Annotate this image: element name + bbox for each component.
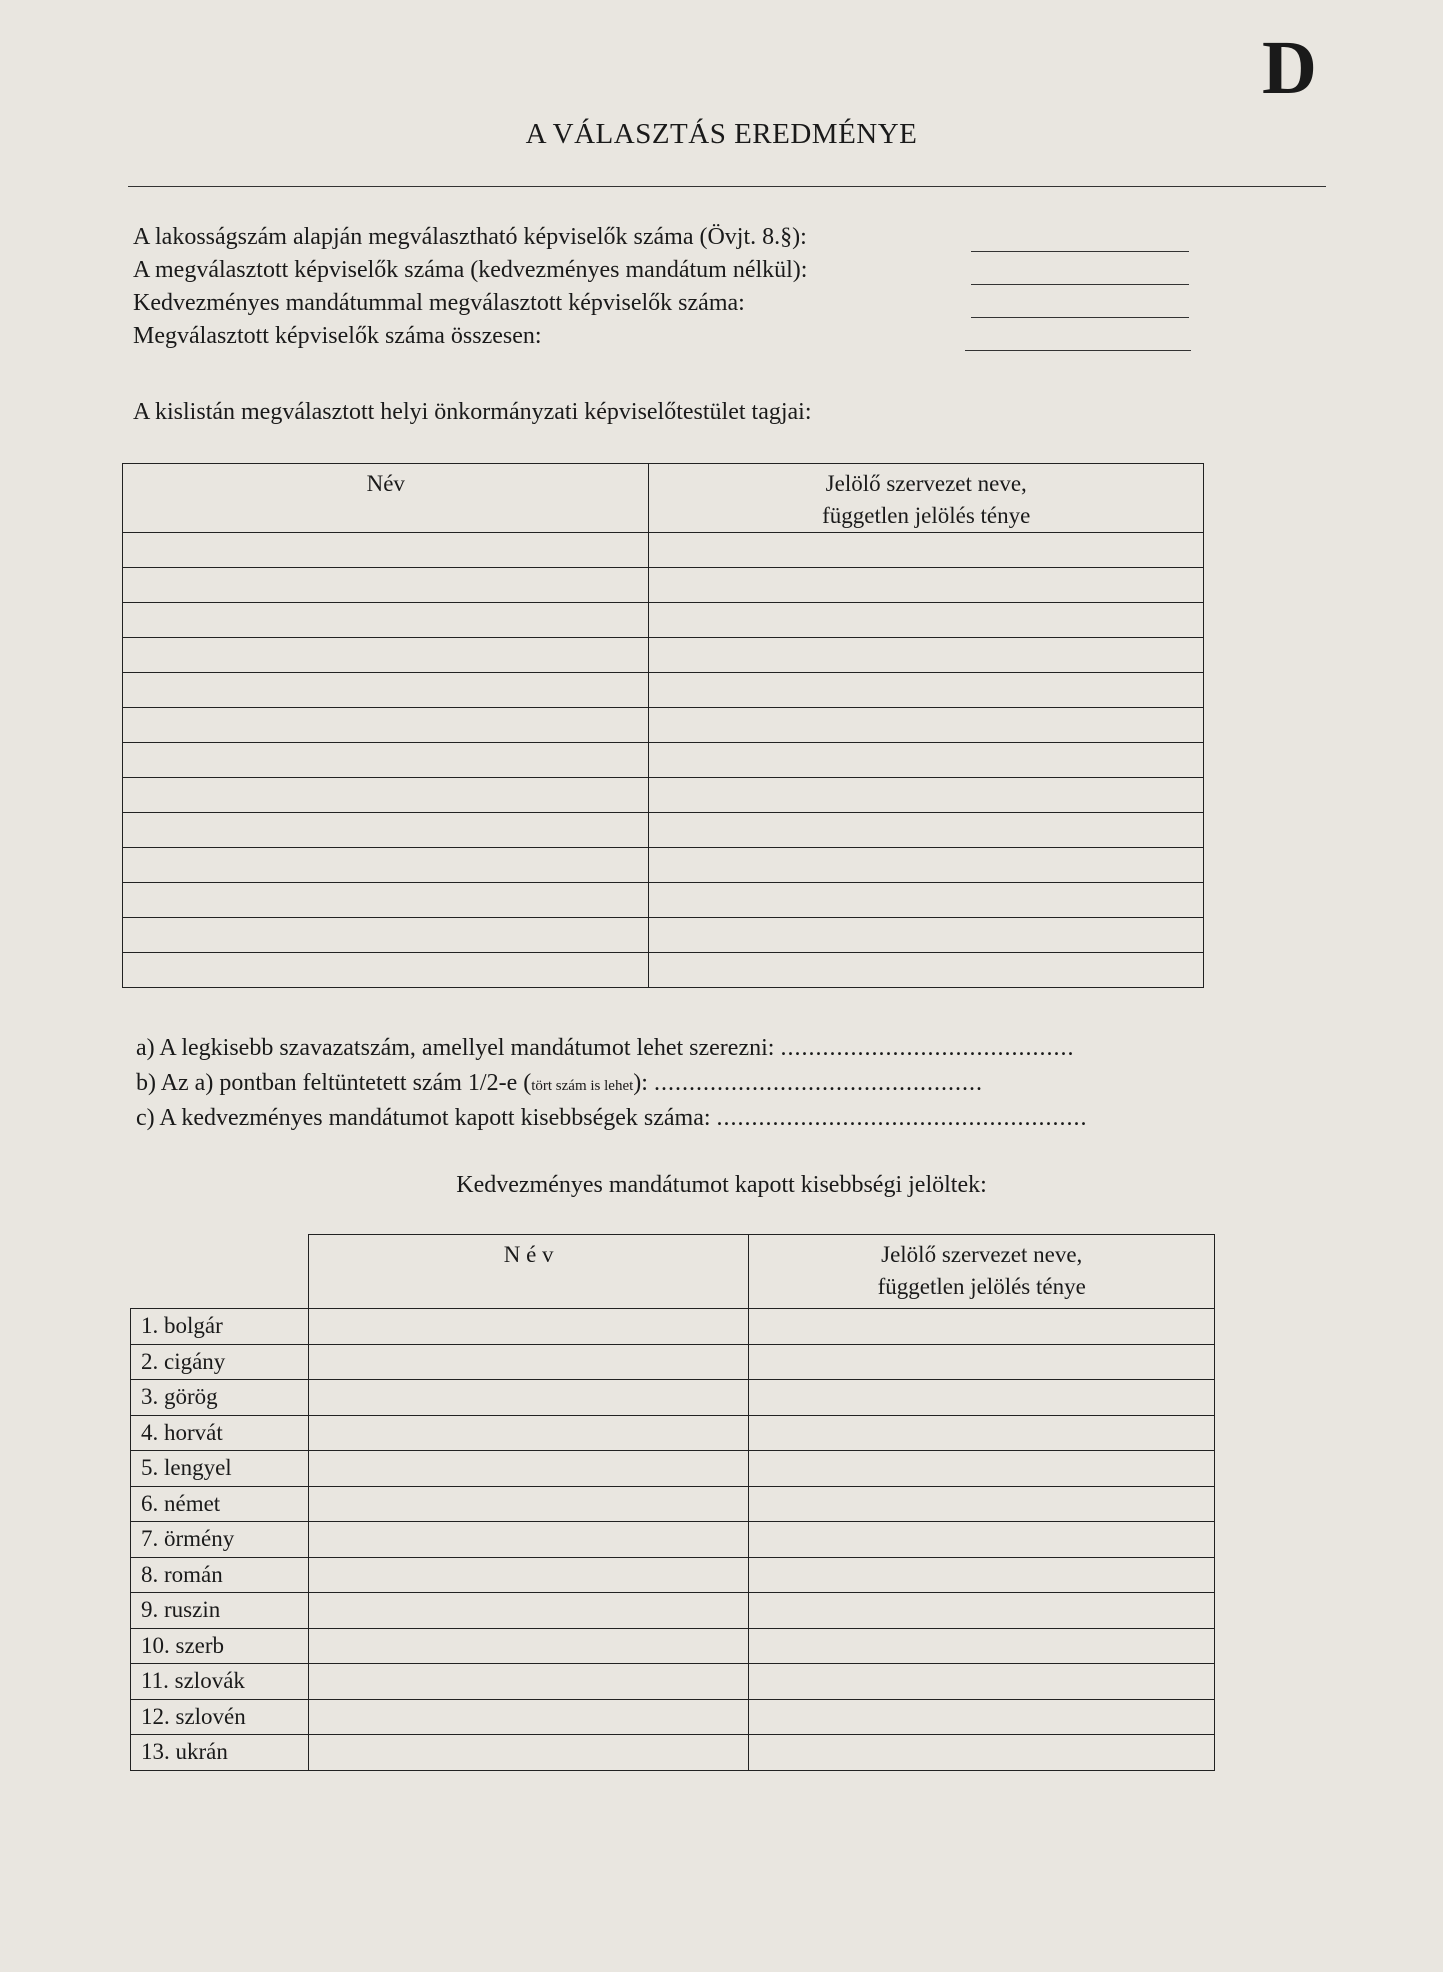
minority-label: 10. szerb — [131, 1628, 309, 1664]
table-row — [131, 1557, 1215, 1593]
name-cell[interactable] — [123, 778, 649, 813]
name-cell[interactable] — [123, 883, 649, 918]
organization-cell[interactable] — [749, 1451, 1215, 1487]
table-row — [131, 1380, 1215, 1416]
form-letter: D — [1262, 26, 1317, 110]
table-row — [123, 638, 1204, 673]
table-row — [123, 603, 1204, 638]
table-row — [123, 778, 1204, 813]
table-row — [123, 883, 1204, 918]
organization-cell[interactable] — [649, 778, 1204, 813]
note-prefix: b) — [136, 1070, 156, 1096]
table-row — [123, 708, 1204, 743]
note-b — [136, 1070, 1088, 1105]
column-header-label: független jelölés ténye — [822, 503, 1031, 528]
minority-label: 3. görög — [131, 1380, 309, 1416]
table-row — [123, 953, 1204, 988]
name-cell[interactable] — [308, 1415, 749, 1451]
title-divider — [128, 186, 1326, 187]
name-cell[interactable] — [308, 1451, 749, 1487]
name-cell[interactable] — [308, 1593, 749, 1629]
organization-cell[interactable] — [649, 883, 1204, 918]
table-row — [123, 568, 1204, 603]
organization-cell[interactable] — [749, 1309, 1215, 1345]
name-cell[interactable] — [123, 848, 649, 883]
minority-label: 4. horvát — [131, 1415, 309, 1451]
column-header-label: Jelölő szervezet neve, — [825, 471, 1027, 496]
organization-cell[interactable] — [749, 1664, 1215, 1700]
note-c — [136, 1105, 1088, 1140]
note-text: A kedvezményes mandátumot kapott kisebbségek száma: — [159, 1105, 711, 1131]
organization-cell[interactable] — [649, 638, 1204, 673]
name-cell[interactable] — [308, 1380, 749, 1416]
table-row — [131, 1593, 1215, 1629]
name-cell[interactable] — [123, 673, 649, 708]
name-cell[interactable] — [123, 603, 649, 638]
minority-label: 12. szlovén — [131, 1699, 309, 1735]
table-row — [131, 1309, 1215, 1345]
name-cell[interactable] — [308, 1735, 749, 1771]
organization-cell[interactable] — [649, 673, 1204, 708]
organization-cell[interactable] — [649, 848, 1204, 883]
table-row — [131, 1486, 1215, 1522]
fill-dots[interactable]: .......................................... — [780, 1035, 1075, 1061]
column-header-organization — [649, 464, 1204, 533]
column-header-name — [123, 464, 649, 533]
column-header-name — [308, 1235, 749, 1309]
name-cell[interactable] — [308, 1309, 749, 1345]
fill-blank[interactable] — [971, 317, 1189, 318]
empty-corner-cell — [131, 1235, 309, 1309]
minority-label: 1. bolgár — [131, 1309, 309, 1345]
column-header-label: Név — [366, 471, 405, 496]
note-text-tail: ): — [633, 1070, 648, 1096]
organization-cell[interactable] — [649, 953, 1204, 988]
members-heading: A kislistán megválasztott helyi önkormányzati képviselőtestület tagjai: — [133, 399, 812, 425]
form-title: A VÁLASZTÁS EREDMÉNYE — [525, 118, 918, 150]
notes-block — [136, 1035, 1088, 1140]
column-header-organization — [749, 1235, 1215, 1309]
organization-cell[interactable] — [749, 1557, 1215, 1593]
name-cell[interactable] — [308, 1557, 749, 1593]
table-row — [131, 1735, 1215, 1771]
table-row — [131, 1522, 1215, 1558]
name-cell[interactable] — [123, 533, 649, 568]
name-cell[interactable] — [123, 568, 649, 603]
members-table — [122, 463, 1204, 988]
count-fields — [133, 224, 1343, 356]
organization-cell[interactable] — [749, 1415, 1215, 1451]
fill-blank[interactable] — [971, 284, 1189, 285]
note-text: Az a) pontban feltüntetett szám 1/2-e ( — [160, 1070, 532, 1096]
organization-cell[interactable] — [649, 813, 1204, 848]
minority-label: 11. szlovák — [131, 1664, 309, 1700]
table-row — [123, 673, 1204, 708]
fill-dots[interactable]: ............................................... — [653, 1070, 983, 1096]
column-header-label: Jelölő szervezet neve, — [881, 1242, 1083, 1267]
name-cell[interactable] — [123, 638, 649, 673]
note-small-text: tört szám is lehet — [531, 1078, 634, 1094]
table-row — [123, 918, 1204, 953]
table-row — [131, 1664, 1215, 1700]
organization-cell[interactable] — [749, 1344, 1215, 1380]
minority-label: 6. német — [131, 1486, 309, 1522]
name-cell[interactable] — [308, 1664, 749, 1700]
count-row-eligible — [133, 224, 1343, 257]
note-prefix: a) — [136, 1035, 155, 1061]
count-row-elected — [133, 257, 1343, 290]
name-cell[interactable] — [308, 1486, 749, 1522]
fill-blank[interactable] — [965, 350, 1191, 351]
name-cell[interactable] — [308, 1628, 749, 1664]
column-header-label: N é v — [503, 1242, 554, 1267]
organization-cell[interactable] — [749, 1593, 1215, 1629]
note-a — [136, 1035, 1088, 1070]
organization-cell[interactable] — [749, 1628, 1215, 1664]
name-cell[interactable] — [123, 708, 649, 743]
minorities-table — [130, 1234, 1215, 1771]
table-row — [131, 1628, 1215, 1664]
organization-cell[interactable] — [649, 603, 1204, 638]
table-row — [123, 533, 1204, 568]
organization-cell[interactable] — [749, 1486, 1215, 1522]
name-cell[interactable] — [308, 1522, 749, 1558]
table-row — [123, 743, 1204, 778]
table-row — [131, 1699, 1215, 1735]
organization-cell[interactable] — [649, 708, 1204, 743]
table-row — [123, 848, 1204, 883]
name-cell[interactable] — [308, 1699, 749, 1735]
organization-cell[interactable] — [749, 1699, 1215, 1735]
name-cell[interactable] — [123, 813, 649, 848]
minority-label: 2. cigány — [131, 1344, 309, 1380]
minority-label: 13. ukrán — [131, 1735, 309, 1771]
minority-label: 9. ruszin — [131, 1593, 309, 1629]
organization-cell[interactable] — [749, 1735, 1215, 1771]
column-header-label: független jelölés ténye — [877, 1274, 1086, 1299]
organization-cell[interactable] — [649, 743, 1204, 778]
count-label: A megválasztott képviselők száma (kedvezményes mandátum nélkül): — [133, 257, 808, 283]
table-row — [131, 1415, 1215, 1451]
table-row — [131, 1451, 1215, 1487]
note-prefix: c) — [136, 1105, 155, 1131]
name-cell[interactable] — [123, 743, 649, 778]
organization-cell[interactable] — [749, 1380, 1215, 1416]
fill-blank[interactable] — [971, 251, 1189, 252]
minorities-heading: Kedvezményes mandátumot kapott kisebbségi jelöltek: — [456, 1172, 987, 1198]
name-cell[interactable] — [308, 1344, 749, 1380]
name-cell[interactable] — [123, 953, 649, 988]
count-label: Kedvezményes mandátummal megválasztott képviselők száma: — [133, 290, 745, 316]
organization-cell[interactable] — [749, 1522, 1215, 1558]
count-row-preferential — [133, 290, 1343, 323]
organization-cell[interactable] — [649, 533, 1204, 568]
table-row — [123, 813, 1204, 848]
minority-label: 8. román — [131, 1557, 309, 1593]
count-row-total — [133, 323, 1343, 356]
fill-dots[interactable]: ..................................................... — [716, 1105, 1088, 1131]
count-label: Megválasztott képviselők száma összesen: — [133, 323, 542, 349]
organization-cell[interactable] — [649, 568, 1204, 603]
minority-label: 7. örmény — [131, 1522, 309, 1558]
organization-cell[interactable] — [649, 918, 1204, 953]
count-label: A lakosságszám alapján megválasztható képviselők száma (Övjt. 8.§): — [133, 224, 807, 250]
name-cell[interactable] — [123, 918, 649, 953]
minority-label: 5. lengyel — [131, 1451, 309, 1487]
note-text: A legkisebb szavazatszám, amellyel mandátumot lehet szerezni: — [159, 1035, 775, 1061]
table-row — [131, 1344, 1215, 1380]
